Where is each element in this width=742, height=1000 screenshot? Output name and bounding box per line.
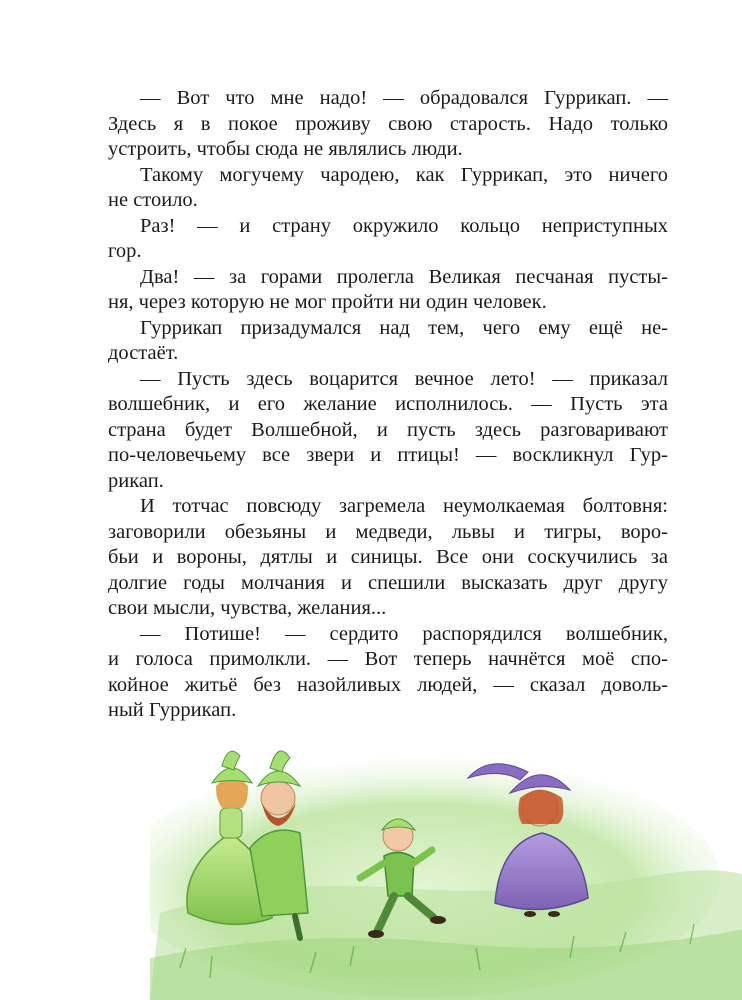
illustration-svg — [150, 738, 742, 1000]
text-line: — Вот что мне надо! — обрадовался Гуррикап. — — [140, 87, 668, 109]
paragraph — [108, 494, 668, 622]
text-line: ня, через которую не мог пройти ни один человек. — [108, 291, 547, 313]
text-line: по-человечьему все звери и птицы! — воскликнул Гур- — [108, 444, 668, 466]
text-line: койное житьё без назойливых людей, — сказал доволь- — [108, 673, 668, 696]
text-line: И тотчас повсюду загремела неумолкаемая болтовня: — [140, 495, 668, 517]
text-line: ный Гуррикап. — [108, 699, 237, 721]
text-line: Два! — за горами пролегла Великая песчаная пусты- — [140, 265, 668, 288]
text-line: заговорили обезьяны и медведи, львы и тигры, воро- — [108, 520, 668, 543]
text-line: Здесь я в покое проживу свою старость. Надо только — [108, 112, 668, 135]
text-line: долгие годы молчания и спешили высказать друг другу — [108, 571, 668, 594]
text-line: и голоса примолкли. — Вот теперь начнётся моё спо- — [108, 648, 668, 670]
story-text — [108, 86, 668, 724]
text-line: бьи и вороны, дятлы и синицы. Все они соскучились за — [108, 546, 668, 568]
text-line: — Потише! — сердито распорядился волшебник, — [140, 622, 668, 645]
text-line: не стоило. — [108, 189, 198, 211]
text-line: Раз! — и страну окружило кольцо неприступных — [140, 214, 668, 237]
text-line: страна будет Волшебной, и пусть здесь разговаривают — [108, 418, 668, 441]
paragraph — [108, 622, 668, 724]
text-line: устроить, чтобы сюда не являлись люди. — [108, 138, 463, 160]
text-line: достаёт. — [108, 342, 179, 364]
paragraph — [108, 86, 668, 163]
paragraph — [108, 265, 668, 316]
text-line: гор. — [108, 240, 142, 262]
text-line: волшебник, и его желание исполнилось. — Пусть эта — [108, 393, 668, 415]
paragraph — [108, 316, 668, 367]
text-line: свои мысли, чувства, желания... — [108, 597, 387, 619]
text-line: Такому могучему чародею, как Гуррикап, это ничего — [140, 163, 668, 186]
paragraph — [108, 367, 668, 495]
text-line: рикап. — [108, 469, 164, 492]
paragraph — [108, 163, 668, 214]
text-line: — Пусть здесь воцарится вечное лето! — приказал — [140, 367, 668, 390]
paragraph — [108, 214, 668, 265]
illustration-munchkins — [150, 738, 742, 1000]
text-line: Гуррикап призадумался над тем, чего ему ещё не- — [140, 316, 668, 339]
